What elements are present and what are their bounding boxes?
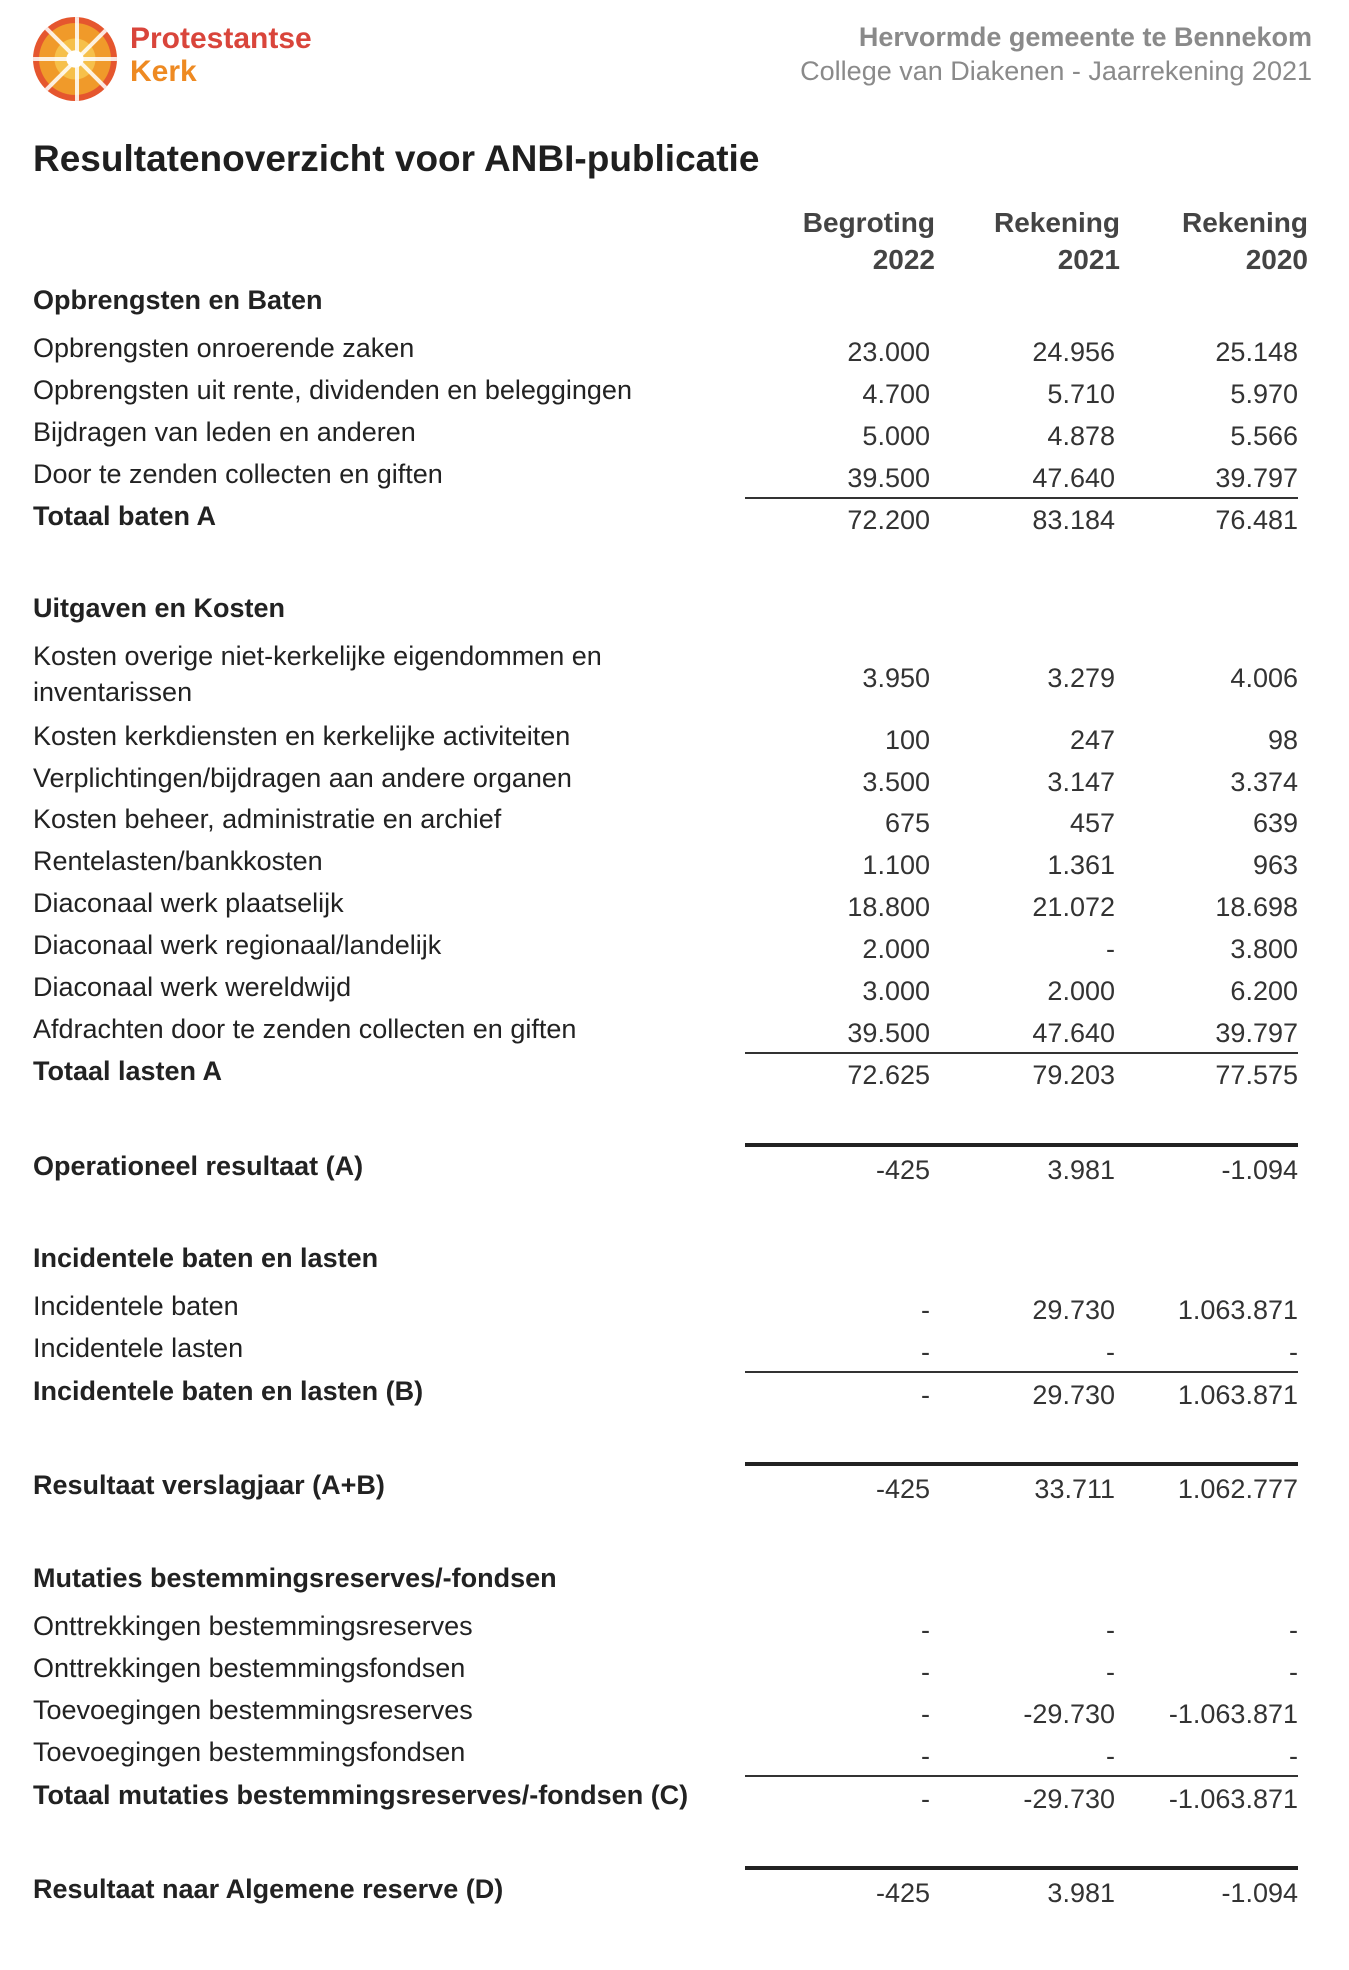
column-header-rekening-2021: [930, 204, 1120, 278]
value-rekening-2020: 5.566: [1230, 421, 1298, 451]
value-begroting-2022: 39.500: [847, 463, 930, 493]
value-rekening-2021: -: [1106, 934, 1115, 964]
value-begroting-2022: -425: [875, 1474, 930, 1504]
logo-line-2: Kerk: [130, 55, 197, 88]
section-label: Uitgaven en Kosten: [33, 593, 286, 623]
value-rekening-2020: -1.063.871: [1168, 1699, 1298, 1729]
row-label: Onttrekkingen bestemmingsfondsen: [33, 1653, 466, 1683]
value-rekening-2020: 5.970: [1230, 379, 1298, 409]
section-label: Opbrengsten en Baten: [33, 285, 323, 315]
value-rekening-2020: 77.575: [1215, 1060, 1298, 1090]
value-begroting-2022: -: [921, 1295, 930, 1325]
row-label: Door te zenden collecten en giften: [33, 459, 443, 489]
value-rekening-2021: 1.361: [1047, 850, 1115, 880]
value-begroting-2022: 5.000: [862, 421, 930, 451]
value-rekening-2020: 3.800: [1230, 934, 1298, 964]
total-row: [33, 498, 1316, 538]
value-begroting-2022: -: [921, 1657, 930, 1687]
row-label: Diaconaal werk regionaal/landelijk: [33, 930, 442, 960]
value-begroting-2022: 72.625: [847, 1060, 930, 1090]
section-heading-baten: [33, 282, 1316, 322]
value-rekening-2020: -: [1289, 1337, 1298, 1367]
value-rekening-2020: 1.063.871: [1177, 1295, 1298, 1325]
value-rekening-2020: 76.481: [1215, 505, 1298, 535]
value-rekening-2020: 39.797: [1215, 1018, 1298, 1048]
value-begroting-2022: 3.950: [862, 663, 930, 693]
table-row: [33, 927, 1316, 967]
value-rekening-2020: 963: [1252, 850, 1298, 880]
value-begroting-2022: 23.000: [847, 337, 930, 367]
result-row: [33, 1148, 1316, 1188]
value-rekening-2020: -1.094: [1221, 1155, 1298, 1185]
row-label: Afdrachten door te zenden collecten en giften: [33, 1014, 577, 1044]
value-rekening-2021: 83.184: [1032, 505, 1115, 535]
value-begroting-2022: 1.100: [862, 850, 930, 880]
row-label: Resultaat verslagjaar (A+B): [33, 1470, 385, 1500]
value-rekening-2021: 5.710: [1047, 379, 1115, 409]
result-divider: [745, 1143, 930, 1147]
row-label: Incidentele baten: [33, 1291, 239, 1321]
value-rekening-2020: 1.063.871: [1177, 1380, 1298, 1410]
table-row: [33, 885, 1316, 925]
header-organization: Hervormde gemeente te Bennekom: [858, 22, 1312, 52]
row-label: Incidentele baten en lasten (B): [33, 1376, 424, 1406]
value-rekening-2021: -: [1106, 1615, 1115, 1645]
value-begroting-2022: 18.800: [847, 892, 930, 922]
row-label: Toevoegingen bestemmingsreserves: [33, 1695, 473, 1725]
value-begroting-2022: -425: [875, 1878, 930, 1908]
column-header-line2: 2020: [1245, 244, 1308, 275]
value-rekening-2021: 21.072: [1032, 892, 1115, 922]
row-label: Bijdragen van leden en anderen: [33, 417, 416, 447]
value-begroting-2022: -: [921, 1741, 930, 1771]
value-rekening-2020: -: [1289, 1615, 1298, 1645]
result-divider: [930, 1866, 1115, 1870]
row-label: Kosten overige niet-kerkelijke eigendommen en inventarissen: [33, 641, 602, 707]
result-row: [33, 1467, 1316, 1507]
value-rekening-2021: 4.878: [1047, 421, 1115, 451]
row-label: Onttrekkingen bestemmingsreserves: [33, 1611, 473, 1641]
value-rekening-2021: 3.279: [1047, 663, 1115, 693]
row-label: Kosten kerkdiensten en kerkelijke activiteiten: [33, 721, 571, 751]
table-row: [33, 718, 1316, 758]
value-rekening-2020: 25.148: [1215, 337, 1298, 367]
protestantse-kerk-logo-icon: [33, 17, 117, 101]
column-header-line1: Begroting: [802, 207, 935, 238]
value-begroting-2022: 675: [884, 808, 930, 838]
value-rekening-2021: 24.956: [1032, 337, 1115, 367]
value-begroting-2022: -: [921, 1784, 930, 1814]
table-row: [33, 843, 1316, 883]
section-label: Incidentele baten en lasten: [33, 1243, 379, 1273]
value-rekening-2021: 47.640: [1032, 463, 1115, 493]
table-row: [33, 1650, 1316, 1690]
header-subtitle: College van Diakenen - Jaarrekening 2021: [800, 56, 1312, 86]
value-rekening-2021: 47.640: [1032, 1018, 1115, 1048]
column-header-rekening-2020: [1118, 204, 1308, 278]
table-row: [33, 372, 1316, 412]
value-rekening-2021: 247: [1069, 725, 1115, 755]
value-begroting-2022: 100: [884, 725, 930, 755]
row-label: Opbrengsten onroerende zaken: [33, 333, 415, 363]
total-row: [33, 1053, 1316, 1093]
value-rekening-2020: 39.797: [1215, 463, 1298, 493]
value-rekening-2020: 639: [1252, 808, 1298, 838]
total-row: [33, 1777, 1316, 1817]
row-label: Verplichtingen/bijdragen aan andere organen: [33, 763, 572, 793]
result-divider: [745, 1866, 930, 1870]
value-rekening-2021: 3.981: [1047, 1878, 1115, 1908]
value-rekening-2021: 29.730: [1032, 1295, 1115, 1325]
table-row: [33, 1608, 1316, 1648]
value-rekening-2020: 98: [1267, 725, 1298, 755]
value-rekening-2020: -1.094: [1221, 1878, 1298, 1908]
section-heading-incidenteel: [33, 1240, 1316, 1280]
value-rekening-2020: 6.200: [1230, 976, 1298, 1006]
value-rekening-2021: -: [1106, 1741, 1115, 1771]
value-rekening-2020: -1.063.871: [1168, 1784, 1298, 1814]
value-rekening-2020: -: [1289, 1657, 1298, 1687]
value-begroting-2022: -: [921, 1699, 930, 1729]
table-row: [33, 414, 1316, 454]
value-rekening-2021: -29.730: [1023, 1784, 1115, 1814]
row-label: Incidentele lasten: [33, 1333, 244, 1363]
table-row: [33, 1011, 1316, 1051]
value-rekening-2021: -: [1106, 1337, 1115, 1367]
row-label: Rentelasten/bankkosten: [33, 846, 323, 876]
value-rekening-2021: -: [1106, 1657, 1115, 1687]
value-begroting-2022: -: [921, 1615, 930, 1645]
value-begroting-2022: 3.000: [862, 976, 930, 1006]
page-title: Resultatenoverzicht voor ANBI-publicatie: [33, 138, 760, 179]
logo-line-1: Protestantse: [130, 22, 312, 55]
value-rekening-2021: 3.147: [1047, 767, 1115, 797]
section-label: Mutaties bestemmingsreserves/-fondsen: [33, 1563, 557, 1593]
row-label: Kosten beheer, administratie en archief: [33, 804, 502, 834]
row-label: Totaal lasten A: [33, 1056, 223, 1086]
value-rekening-2020: -: [1289, 1741, 1298, 1771]
value-rekening-2020: 18.698: [1215, 892, 1298, 922]
row-label: Resultaat naar Algemene reserve (D): [33, 1874, 504, 1904]
column-header-begroting-2022: [745, 204, 935, 278]
table-row: [33, 1330, 1316, 1370]
value-begroting-2022: 2.000: [862, 934, 930, 964]
row-label: Totaal mutaties bestemmingsreserves/-fondsen (C): [33, 1780, 689, 1810]
column-header-line1: Rekening: [1181, 207, 1308, 238]
section-heading-uitgaven: [33, 590, 1316, 630]
table-row: [33, 1288, 1316, 1328]
value-rekening-2021: 79.203: [1032, 1060, 1115, 1090]
value-rekening-2021: 3.981: [1047, 1155, 1115, 1185]
value-rekening-2021: 29.730: [1032, 1380, 1115, 1410]
row-label: Operationeel resultaat (A): [33, 1151, 364, 1181]
row-label: Totaal baten A: [33, 501, 217, 531]
value-rekening-2020: 4.006: [1230, 663, 1298, 693]
column-header-line2: 2021: [1057, 244, 1120, 275]
result-row: [33, 1871, 1316, 1911]
section-heading-mutaties: [33, 1560, 1316, 1600]
column-header-line2: 2022: [872, 244, 935, 275]
table-row: [33, 760, 1316, 800]
result-divider: [930, 1462, 1115, 1466]
table-row: [33, 1692, 1316, 1732]
value-rekening-2021: -29.730: [1023, 1699, 1115, 1729]
result-divider: [930, 1143, 1115, 1147]
result-divider: [1113, 1462, 1298, 1466]
value-begroting-2022: -425: [875, 1155, 930, 1185]
table-row: [33, 1734, 1316, 1774]
value-begroting-2022: 72.200: [847, 505, 930, 535]
row-label: Diaconaal werk wereldwijd: [33, 972, 352, 1002]
value-begroting-2022: 4.700: [862, 379, 930, 409]
value-begroting-2022: -: [921, 1337, 930, 1367]
row-label: Toevoegingen bestemmingsfondsen: [33, 1737, 466, 1767]
value-rekening-2020: 3.374: [1230, 767, 1298, 797]
total-row: [33, 1373, 1316, 1413]
row-label: Opbrengsten uit rente, dividenden en beleggingen: [33, 375, 632, 405]
table-row: [33, 456, 1316, 496]
value-begroting-2022: 3.500: [862, 767, 930, 797]
logo-text: [130, 22, 312, 88]
result-divider: [1113, 1866, 1298, 1870]
value-rekening-2021: 457: [1069, 808, 1115, 838]
row-label: Diaconaal werk plaatselijk: [33, 888, 344, 918]
value-rekening-2021: 33.711: [1034, 1474, 1115, 1504]
result-divider: [745, 1462, 930, 1466]
value-begroting-2022: 39.500: [847, 1018, 930, 1048]
value-rekening-2021: 2.000: [1047, 976, 1115, 1006]
result-divider: [1113, 1143, 1298, 1147]
table-row: [33, 801, 1316, 841]
table-row: [33, 330, 1316, 370]
table-row: [33, 638, 1316, 718]
column-header-line1: Rekening: [993, 207, 1120, 238]
value-rekening-2020: 1.062.777: [1177, 1474, 1298, 1504]
table-row: [33, 969, 1316, 1009]
value-begroting-2022: -: [921, 1380, 930, 1410]
